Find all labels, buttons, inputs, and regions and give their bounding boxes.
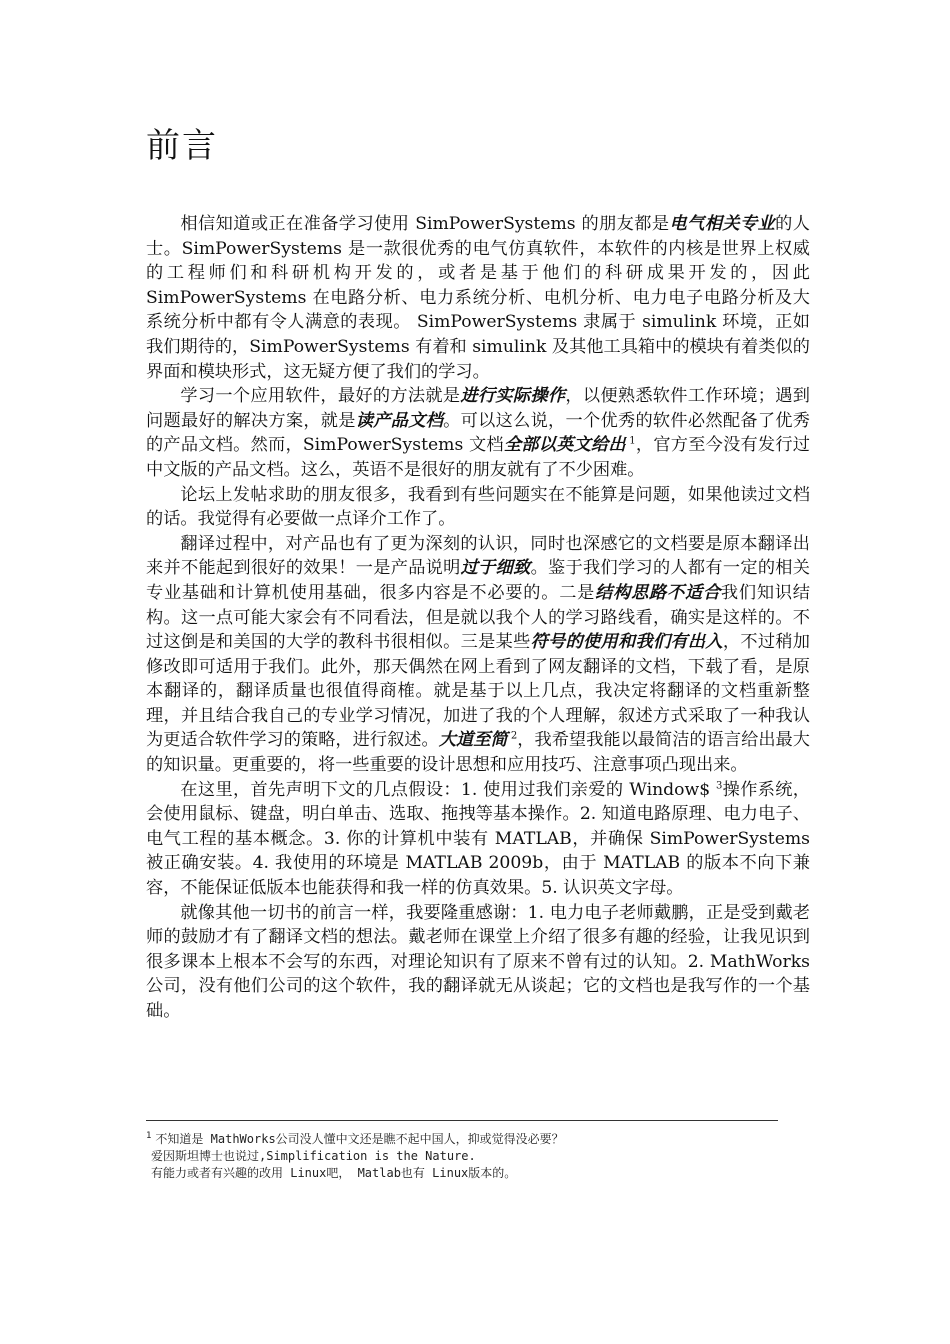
emphasis-text: 进行实际操作: [460, 386, 566, 407]
footnote-ref: 1: [625, 435, 636, 447]
footnote-text: 不知道是 MathWorks公司没人懂中文还是瞧不起中国人，抑或觉得没必要？: [155, 1132, 564, 1146]
emphasis-text: 结构思路不适合: [595, 582, 721, 603]
paragraph-1: [146, 212, 810, 384]
footnote-ref: 3: [715, 779, 723, 791]
paragraph-5: [146, 778, 810, 901]
body-text: 。可以这么说，一个优秀的软件必然配备了优秀的产品文档。然而，SimPowerSystems 文档: [146, 410, 810, 456]
emphasis-text: 大道至简: [438, 730, 508, 751]
emphasis-text: 符号的使用和我们有出入: [530, 632, 723, 653]
body-text: 操作系统，会使用鼠标、键盘，明白单击、选取、拖拽等基本操作。2. 知道电路原理、电力电子、电气工程的基本概念。3. 你的计算机中装有 MATLAB，并确保 SimPowerSystems 被正确安装。4. 我使用的环境是 MATLAB 2009b，由于 MATLAB 的版本不向下兼容，不能保证低版本也能获得和我一样的仿真效果。5. 认识英文字母。: [146, 779, 810, 899]
footnotes: [146, 1131, 810, 1182]
footnote-separator: [146, 1120, 778, 1121]
footnote-mark: 1: [146, 1131, 152, 1141]
body-text: ，不过稍加修改即可适用于我们。此外，那天偶然在网上看到了网友翻译的文档，下载了看，是原本翻译的，翻译质量也很值得商榷。就是基于以上几点，我决定将翻译的文档重新整理，并且结合我自己的专业学习情况，加进了我的个人理解，叙述方式采取了一种我认为更适合软件学习的策略，进行叙述。: [146, 632, 810, 751]
footnote-3: [146, 1165, 810, 1182]
emphasis-text: 过于细致: [460, 558, 531, 579]
emphasis-text: 全部以英文给出: [503, 435, 626, 456]
body-text: ，以便熟悉软件工作环境；遇到问题最好的解决方案，就是: [146, 386, 810, 431]
footnote-text: 有能力或者有兴趣的改用 Linux吧， Matlab也有 Linux版本的。: [151, 1166, 517, 1180]
body-text: ，我希望我能以最简洁的语言给出最大的知识量。更重要的，将一些重要的设计思想和应用技巧、注意事项凸现出来。: [146, 730, 810, 776]
body-text: 相信知道或正在准备学习使用 SimPowerSystems 的朋友都是: [180, 214, 670, 234]
paragraph-6: [146, 901, 810, 1024]
body-text: ，官方至今没有发行过中文版的产品文档。这么，英语不是很好的朋友就有了不少困难。: [146, 435, 810, 480]
preface-body: [146, 212, 810, 1024]
paragraph-3: [146, 483, 810, 532]
body-text: 翻译过程中，对产品也有了更为深刻的认识，同时也深感它的文档要是原本翻译出来并不能起到很好的效果！一是产品说明: [146, 533, 810, 579]
footnote-text: 爱因斯坦博士也说过,Simplification is the Nature.: [151, 1149, 476, 1163]
page-title: 前言: [146, 126, 218, 166]
body-text: 。鉴于我们学习的人都有一定的相关专业基础和计算机使用基础，很多内容是不必要的。二是: [146, 558, 810, 603]
footnote-ref: 2: [507, 730, 518, 742]
body-text: 学习一个应用软件，最好的方法就是: [180, 386, 461, 407]
body-text: 论坛上发帖求助的朋友很多，我看到有些问题实在不能算是问题，如果他读过文档的话。我觉得有必要做一点译介工作了。: [146, 484, 810, 530]
footnote-1: [146, 1131, 810, 1148]
body-text: 就像其他一切书的前言一样，我要隆重感谢：1. 电力电子老师戴鹏，正是受到戴老师的鼓励才有了翻译文档的想法。戴老师在课堂上介绍了很多有趣的经验，让我见识到很多课本上根本不会写的东西，对理论知识有了原来不曾有过的认知。2. MathWorks 公司，没有他们公司的这个软件，我的翻译就无从谈起；它的文档也是我写作的一个基础。: [146, 902, 810, 1021]
emphasis-text: 读产品文档: [355, 410, 444, 431]
paragraph-2: [146, 384, 810, 482]
body-text: 我们知识结构。这一点可能大家会有不同看法，但是就以我个人的学习路线看，确实是这样的。不过这倒是和美国的大学的教科书很相似。三是某些: [146, 582, 810, 653]
body-text: 的人士。SimPowerSystems 是一款很优秀的电气仿真软件，本软件的内核是世界上权威的工程师们和科研机构开发的，或者是基于他们的科研成果开发的，因此 SimPowerSystems 在电路分析、电力系统分析、电机分析、电力电子电路分析及大系统分析中都有令人满意的表现。 SimPowerSystems 隶属于 simulink 环境，正如我们期待的，SimPowerSystems 有着和 simulink 及其他工具箱中的模块有着类似的界面和模块形式，这无疑方便了我们的学习。: [146, 214, 810, 382]
paragraph-4: [146, 532, 810, 778]
footnote-2: [146, 1148, 810, 1165]
emphasis-text: 电气相关专业: [669, 214, 776, 234]
body-text: 在这里，首先声明下文的几点假设：1. 使用过我们亲爱的 Window$: [180, 779, 716, 800]
